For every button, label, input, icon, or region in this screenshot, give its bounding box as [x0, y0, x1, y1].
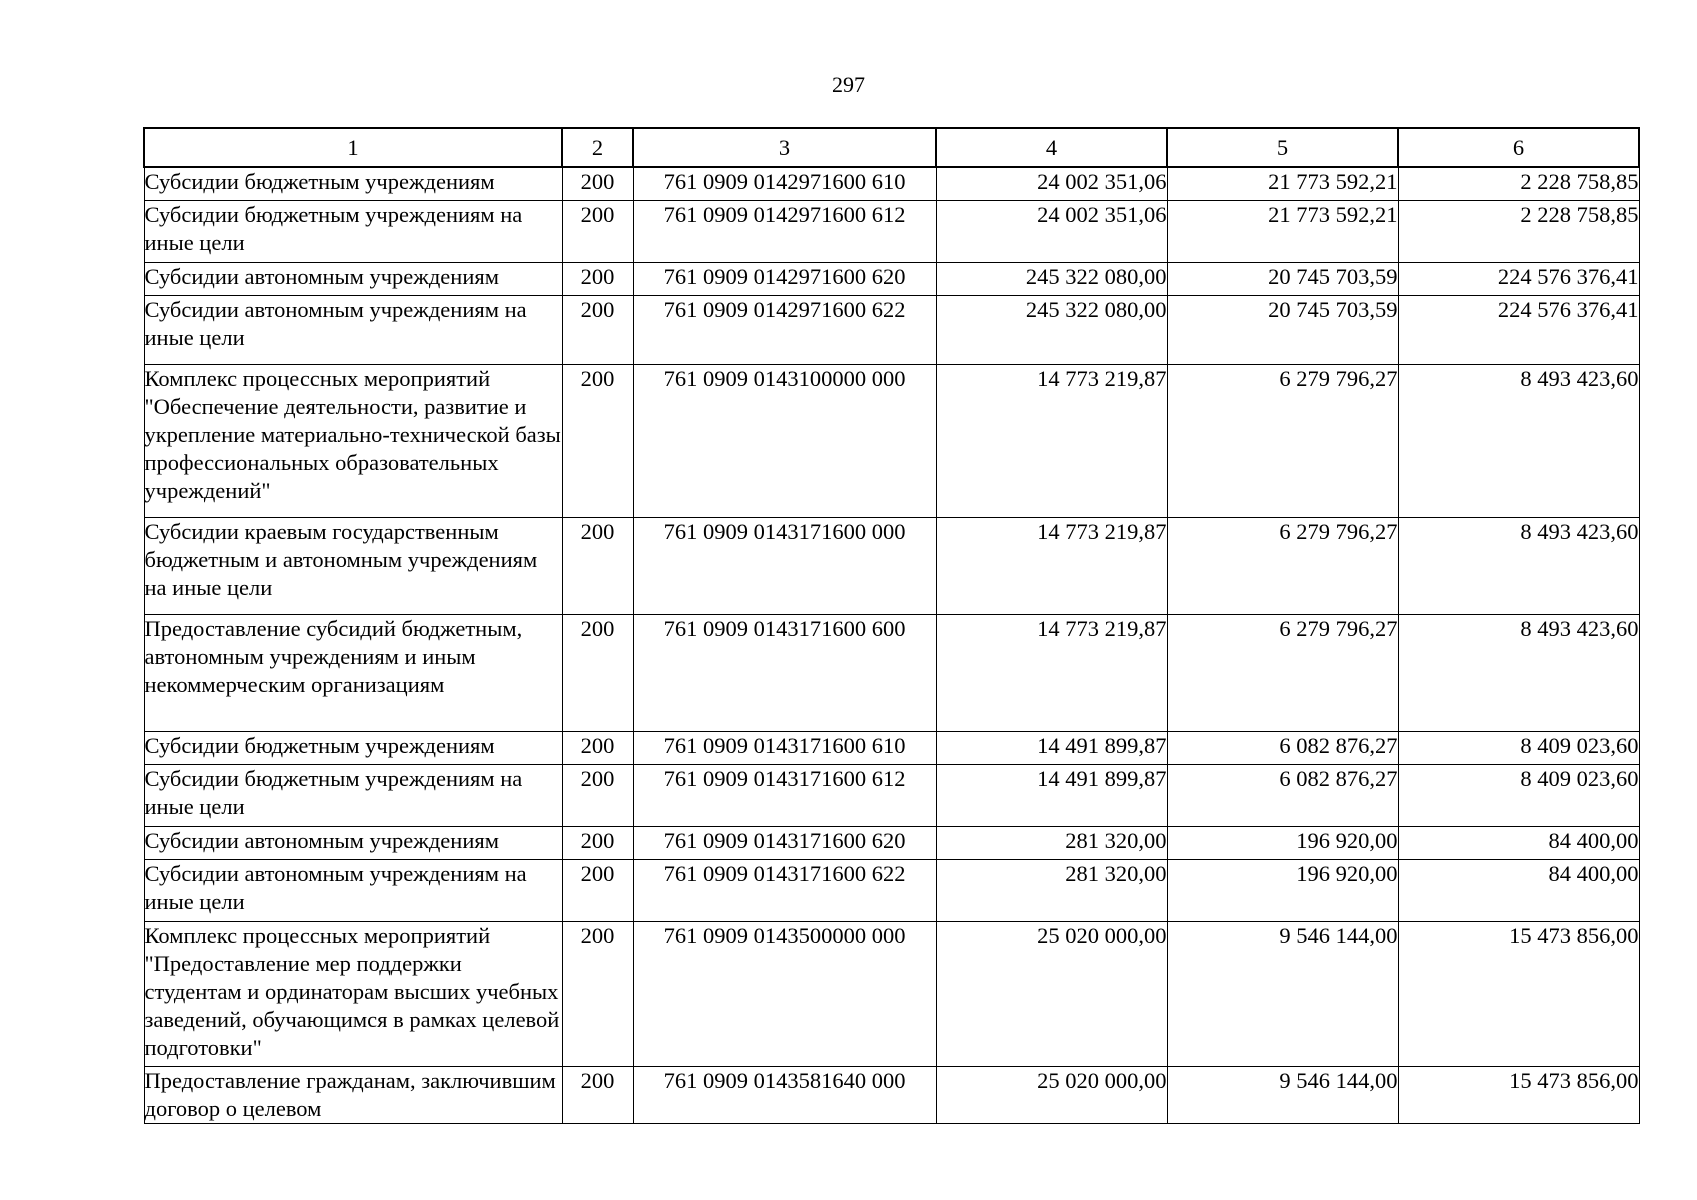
col-header-1: 1: [144, 128, 562, 167]
row-col2: 200: [562, 827, 633, 860]
row-col2: 200: [562, 365, 633, 518]
row-value-5: 6 279 796,27: [1167, 365, 1398, 518]
row-name: Субсидии автономным учреждениям: [144, 263, 562, 296]
table-row: [144, 263, 1639, 296]
row-col2: 200: [562, 765, 633, 827]
row-name: Комплекс процессных мероприятий "Предоставление мер поддержки студентам и ординаторам высших учебных заведений, обучающимся в рамках целевой подготовки": [144, 922, 562, 1067]
row-code: 761 0909 0143171600 610: [633, 732, 936, 765]
row-code: 761 0909 0143171600 000: [633, 518, 936, 615]
row-value-5: 21 773 592,21: [1167, 167, 1398, 201]
row-code: 761 0909 0143581640 000: [633, 1067, 936, 1124]
table-row: [144, 615, 1639, 732]
row-col2: 200: [562, 263, 633, 296]
row-name: Субсидии бюджетным учреждениям на иные цели: [144, 765, 562, 827]
page-number: 297: [832, 72, 865, 97]
row-name: Субсидии автономным учреждениям на иные цели: [144, 296, 562, 365]
row-code: 761 0909 0143171600 622: [633, 860, 936, 922]
row-value-5: 9 546 144,00: [1167, 922, 1398, 1067]
row-name: Субсидии бюджетным учреждениям на иные цели: [144, 201, 562, 263]
row-value-6: 8 409 023,60: [1398, 765, 1639, 827]
row-value-5: 20 745 703,59: [1167, 263, 1398, 296]
row-value-6: 224 576 376,41: [1398, 263, 1639, 296]
row-value-5: 6 082 876,27: [1167, 732, 1398, 765]
row-value-5: 21 773 592,21: [1167, 201, 1398, 263]
row-value-6: 8 409 023,60: [1398, 732, 1639, 765]
col-header-5: 5: [1167, 128, 1398, 167]
row-value-4: 281 320,00: [936, 860, 1167, 922]
table-row: [144, 201, 1639, 263]
row-value-4: 14 773 219,87: [936, 615, 1167, 732]
row-value-5: 6 279 796,27: [1167, 518, 1398, 615]
row-name: Субсидии автономным учреждениям: [144, 827, 562, 860]
row-col2: 200: [562, 615, 633, 732]
table-row: [144, 518, 1639, 615]
row-value-5: 6 279 796,27: [1167, 615, 1398, 732]
row-name: Субсидии краевым государственным бюджетным и автономным учреждениям на иные цели: [144, 518, 562, 615]
row-value-6: 224 576 376,41: [1398, 296, 1639, 365]
row-value-4: 25 020 000,00: [936, 922, 1167, 1067]
row-value-4: 245 322 080,00: [936, 263, 1167, 296]
row-name: Субсидии бюджетным учреждениям: [144, 167, 562, 201]
table-row: [144, 365, 1639, 518]
row-value-6: 15 473 856,00: [1398, 1067, 1639, 1124]
table-row: [144, 922, 1639, 1067]
row-col2: 200: [562, 518, 633, 615]
table-row: [144, 1067, 1639, 1124]
row-value-4: 281 320,00: [936, 827, 1167, 860]
row-value-4: 14 773 219,87: [936, 365, 1167, 518]
row-col2: 200: [562, 1067, 633, 1124]
row-code: 761 0909 0143171600 620: [633, 827, 936, 860]
table-row: [144, 167, 1639, 201]
row-code: 761 0909 0142971600 620: [633, 263, 936, 296]
row-col2: 200: [562, 922, 633, 1067]
row-value-5: 9 546 144,00: [1167, 1067, 1398, 1124]
table-row: [144, 860, 1639, 922]
row-code: 761 0909 0143100000 000: [633, 365, 936, 518]
row-value-5: 20 745 703,59: [1167, 296, 1398, 365]
col-header-2: 2: [562, 128, 633, 167]
row-col2: 200: [562, 860, 633, 922]
row-value-6: 8 493 423,60: [1398, 365, 1639, 518]
row-name: Комплекс процессных мероприятий "Обеспечение деятельности, развитие и укрепление материально-технической базы профессиональных образовательных учреждений": [144, 365, 562, 518]
row-name: Субсидии автономным учреждениям на иные цели: [144, 860, 562, 922]
row-col2: 200: [562, 296, 633, 365]
table-row: [144, 765, 1639, 827]
row-value-4: 14 491 899,87: [936, 732, 1167, 765]
row-name: Предоставление гражданам, заключившим договор о целевом: [144, 1067, 562, 1124]
row-code: 761 0909 0142971600 622: [633, 296, 936, 365]
row-value-4: 14 773 219,87: [936, 518, 1167, 615]
row-value-4: 14 491 899,87: [936, 765, 1167, 827]
row-value-4: 24 002 351,06: [936, 201, 1167, 263]
header-row: [144, 128, 1639, 167]
row-value-5: 6 082 876,27: [1167, 765, 1398, 827]
col-header-3: 3: [633, 128, 936, 167]
row-value-6: 15 473 856,00: [1398, 922, 1639, 1067]
row-col2: 200: [562, 167, 633, 201]
row-value-6: 84 400,00: [1398, 827, 1639, 860]
row-value-6: 2 228 758,85: [1398, 167, 1639, 201]
row-value-6: 8 493 423,60: [1398, 518, 1639, 615]
budget-table: [143, 127, 1640, 1124]
table-row: [144, 732, 1639, 765]
row-code: 761 0909 0143171600 612: [633, 765, 936, 827]
row-col2: 200: [562, 732, 633, 765]
table-row: [144, 296, 1639, 365]
row-name: Предоставление субсидий бюджетным, автономным учреждениям и иным некоммерческим организациям: [144, 615, 562, 732]
row-name: Субсидии бюджетным учреждениям: [144, 732, 562, 765]
row-value-6: 2 228 758,85: [1398, 201, 1639, 263]
row-col2: 200: [562, 201, 633, 263]
row-code: 761 0909 0142971600 610: [633, 167, 936, 201]
col-header-4: 4: [936, 128, 1167, 167]
row-value-4: 24 002 351,06: [936, 167, 1167, 201]
col-header-6: 6: [1398, 128, 1639, 167]
row-value-6: 8 493 423,60: [1398, 615, 1639, 732]
row-code: 761 0909 0142971600 612: [633, 201, 936, 263]
table-row: [144, 827, 1639, 860]
row-code: 761 0909 0143500000 000: [633, 922, 936, 1067]
row-value-4: 245 322 080,00: [936, 296, 1167, 365]
row-code: 761 0909 0143171600 600: [633, 615, 936, 732]
row-value-5: 196 920,00: [1167, 860, 1398, 922]
row-value-6: 84 400,00: [1398, 860, 1639, 922]
row-value-4: 25 020 000,00: [936, 1067, 1167, 1124]
row-value-5: 196 920,00: [1167, 827, 1398, 860]
